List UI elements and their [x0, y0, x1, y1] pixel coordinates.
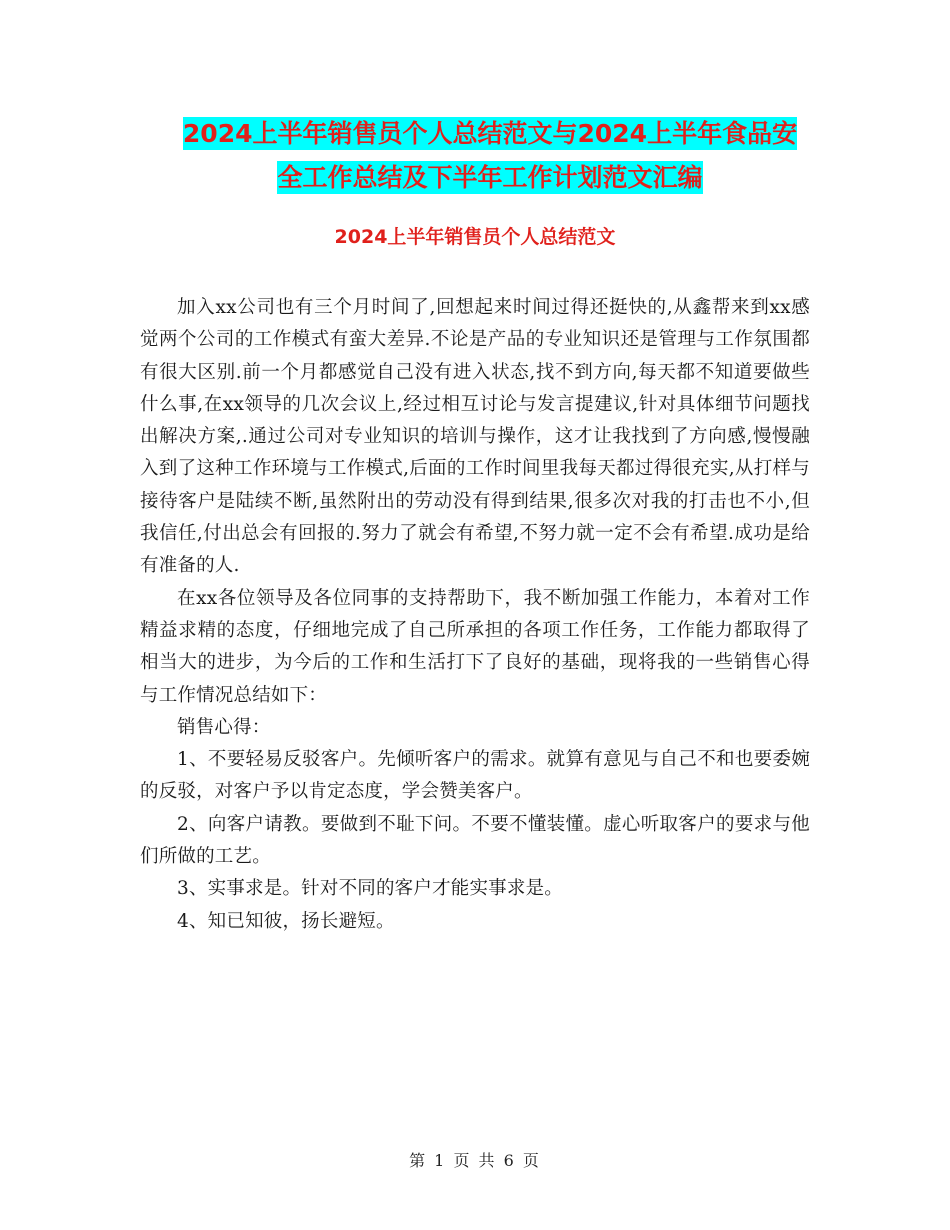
- document-title-line2: 全工作总结及下半年工作计划范文汇编: [277, 163, 703, 192]
- document-title: [140, 112, 840, 200]
- paragraph: 3、实事求是。针对不同的客户才能实事求是。: [177, 878, 563, 900]
- document-title-line1: 2024上半年销售员个人总结范文与2024上半年食品安: [182, 119, 798, 148]
- paragraph: 1、不要轻易反驳客户。先倾听客户的需求。就算有意见与自己不和也要委婉的反驳，对客户予以肯定态度，学会赞美客户。: [140, 749, 810, 803]
- paragraph: 2、向客户请教。要做到不耻下问。不要不懂装懂。虚心听取客户的要求与他们所做的工艺。: [140, 813, 810, 868]
- page-number-footer: 第 1 页 共 6 页: [409, 1151, 541, 1170]
- paragraph: 加入xx公司也有三个月时间了,回想起来时间过得还挺快的,从鑫帮来到xx感觉两个公司的工作模式有蛮大差异.不论是产品的专业知识还是管理与工作氛围都有很大区别.前一个月都感觉自己没有进入状态,找不到方向,每天都不知道要做些什么事,在xx领导的几次会议上,经过相互讨论与发言提建议,针对具体细节问题找出解决方案,.通过公司对专业知识的培训与操作，这才让我找到了方向感,慢慢融入到了这种工作环境与工作模式,后面的工作时间里我每天都过得很充实,从打样与接待客户是陆续不断,虽然附出的劳动没有得到结果,很多次对我的打击也不小,但我信任,付出总会有回报的.努力了就会有希望,不努力就一定不会有希望.成功是给有准备的人.: [140, 297, 810, 577]
- paragraph: 销售心得：: [177, 716, 271, 738]
- section-title: 2024上半年销售员个人总结范文: [334, 226, 616, 248]
- paragraph: 在xx各位领导及各位同事的支持帮助下，我不断加强工作能力，本着对工作精益求精的态度，仔细地完成了自己所承担的各项工作任务，工作能力都取得了相当大的进步，为今后的工作和生活打下了良好的基础，现将我的一些销售心得与工作情况总结如下：: [140, 587, 810, 706]
- paragraph: 4、知已知彼，扬长避短。: [177, 910, 395, 932]
- body-text: [140, 292, 810, 938]
